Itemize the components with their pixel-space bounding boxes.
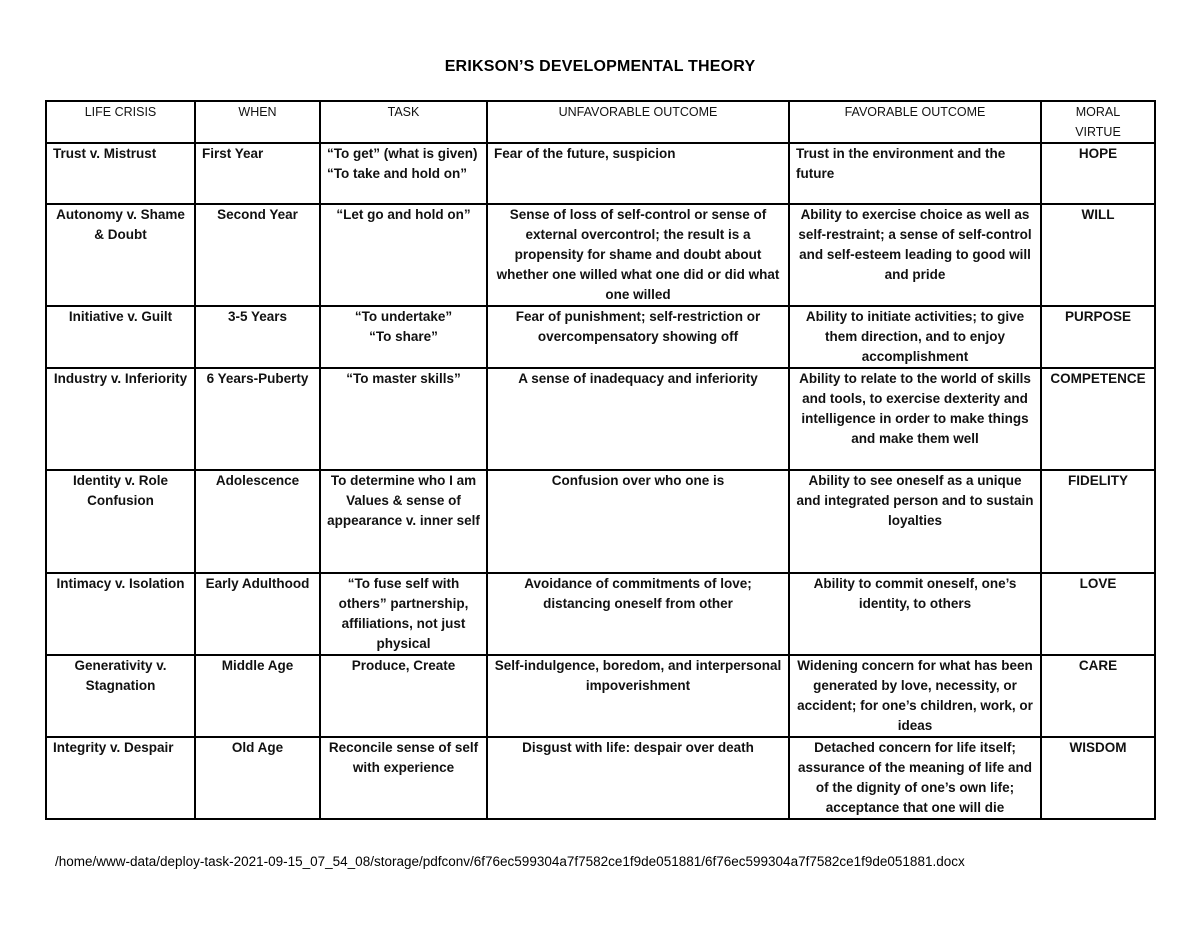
table-row xyxy=(46,204,1155,306)
cell-favorable-outcome: Ability to initiate activities; to give them direction, and to enjoy accomplishment xyxy=(789,306,1041,368)
cell-task xyxy=(320,204,487,306)
page-title: ERIKSON’S DEVELOPMENTAL THEORY xyxy=(444,58,756,75)
table-row xyxy=(46,306,1155,368)
cell-task xyxy=(320,306,487,368)
cell-unfavorable-outcome: Avoidance of commitments of love; distancing oneself from other xyxy=(487,573,789,655)
task-line: “Let go and hold on” xyxy=(336,207,471,222)
cell-life-crisis: Integrity v. Despair xyxy=(46,737,195,819)
cell-life-crisis: Identity v. Role Confusion xyxy=(46,470,195,573)
cell-moral-virtue: PURPOSE xyxy=(1041,306,1155,368)
cell-moral-virtue: COMPETENCE xyxy=(1041,368,1155,470)
table-header-row xyxy=(46,101,1155,143)
task-line: To determine who I am xyxy=(330,473,477,488)
cell-life-crisis: Generativity v. Stagnation xyxy=(46,655,195,737)
cell-unfavorable-outcome: Fear of the future, suspicion xyxy=(487,143,789,204)
task-line: “To share” xyxy=(369,329,438,344)
cell-moral-virtue: FIDELITY xyxy=(1041,470,1155,573)
cell-unfavorable-outcome: Fear of punishment; self-restriction or overcompensatory showing off xyxy=(487,306,789,368)
table-row xyxy=(46,655,1155,737)
cell-task xyxy=(320,470,487,573)
cell-when: Early Adulthood xyxy=(195,573,320,655)
header-moral-virtue-line2: VIRTUE xyxy=(1075,125,1121,139)
cell-task xyxy=(320,737,487,819)
header-unfavorable-outcome: UNFAVORABLE OUTCOME xyxy=(487,101,789,143)
header-task: TASK xyxy=(320,101,487,143)
cell-moral-virtue: WISDOM xyxy=(1041,737,1155,819)
cell-unfavorable-outcome: A sense of inadequacy and inferiority xyxy=(487,368,789,470)
cell-life-crisis: Trust v. Mistrust xyxy=(46,143,195,204)
header-favorable-outcome: FAVORABLE OUTCOME xyxy=(789,101,1041,143)
cell-life-crisis: Autonomy v. Shame & Doubt xyxy=(46,204,195,306)
cell-favorable-outcome: Ability to exercise choice as well as self-restraint; a sense of self-control and self-esteem leading to good will and pride xyxy=(789,204,1041,306)
cell-task xyxy=(320,655,487,737)
table-row xyxy=(46,143,1155,204)
cell-unfavorable-outcome: Self-indulgence, boredom, and interpersonal impoverishment xyxy=(487,655,789,737)
task-line: Reconcile sense of self with experience xyxy=(328,740,479,775)
task-line: “To take and hold on” xyxy=(327,166,467,181)
cell-when: Middle Age xyxy=(195,655,320,737)
table-row xyxy=(46,470,1155,573)
cell-task xyxy=(320,573,487,655)
cell-when: First Year xyxy=(195,143,320,204)
header-life-crisis: LIFE CRISIS xyxy=(46,101,195,143)
cell-unfavorable-outcome: Sense of loss of self-control or sense of external overcontrol; the result is a propensity for shame and doubt about whether one willed what one did or did what one willed xyxy=(487,204,789,306)
cell-favorable-outcome: Widening concern for what has been generated by love, necessity, or accident; for one’s children, work, or ideas xyxy=(789,655,1041,737)
task-line: “To undertake” xyxy=(354,309,453,324)
header-moral-virtue xyxy=(1041,101,1155,143)
table-row xyxy=(46,368,1155,470)
header-when: WHEN xyxy=(195,101,320,143)
task-line: “To master skills” xyxy=(346,371,461,386)
cell-favorable-outcome: Ability to see oneself as a unique and integrated person and to sustain loyalties xyxy=(789,470,1041,573)
cell-favorable-outcome: Ability to commit oneself, one’s identity, to others xyxy=(789,573,1041,655)
cell-when: Old Age xyxy=(195,737,320,819)
cell-when: Second Year xyxy=(195,204,320,306)
table-row xyxy=(46,573,1155,655)
cell-favorable-outcome: Ability to relate to the world of skills and tools, to exercise dexterity and intelligence in order to make things and make them well xyxy=(789,368,1041,470)
task-line: “To fuse self with others” partnership, affiliations, not just physical xyxy=(338,576,469,651)
erikson-table xyxy=(45,100,1156,820)
cell-when: Adolescence xyxy=(195,470,320,573)
task-line: Values & sense of appearance v. inner self xyxy=(327,493,480,528)
table-row xyxy=(46,737,1155,819)
cell-moral-virtue: CARE xyxy=(1041,655,1155,737)
cell-when: 6 Years-Puberty xyxy=(195,368,320,470)
task-line: “To get” (what is given) xyxy=(327,146,478,161)
cell-life-crisis: Initiative v. Guilt xyxy=(46,306,195,368)
cell-favorable-outcome: Trust in the environment and the future xyxy=(789,143,1041,204)
cell-favorable-outcome: Detached concern for life itself; assurance of the meaning of life and of the dignity of one’s own life; acceptance that one will die xyxy=(789,737,1041,819)
cell-unfavorable-outcome: Disgust with life: despair over death xyxy=(487,737,789,819)
cell-unfavorable-outcome: Confusion over who one is xyxy=(487,470,789,573)
file-path-footer: /home/www-data/deploy-task-2021-09-15_07_54_08/storage/pdfconv/6f76ec599304a7f7582ce1f9de051881/6f76ec599304a7f7582ce1f9de051881.docx xyxy=(55,854,965,869)
cell-task xyxy=(320,368,487,470)
cell-moral-virtue: LOVE xyxy=(1041,573,1155,655)
cell-life-crisis: Intimacy v. Isolation xyxy=(46,573,195,655)
task-line: Produce, Create xyxy=(351,658,456,673)
header-moral-virtue-line1: MORAL xyxy=(1075,105,1121,119)
cell-moral-virtue: HOPE xyxy=(1041,143,1155,204)
cell-when: 3-5 Years xyxy=(195,306,320,368)
cell-life-crisis: Industry v. Inferiority xyxy=(46,368,195,470)
cell-moral-virtue: WILL xyxy=(1041,204,1155,306)
cell-task xyxy=(320,143,487,204)
